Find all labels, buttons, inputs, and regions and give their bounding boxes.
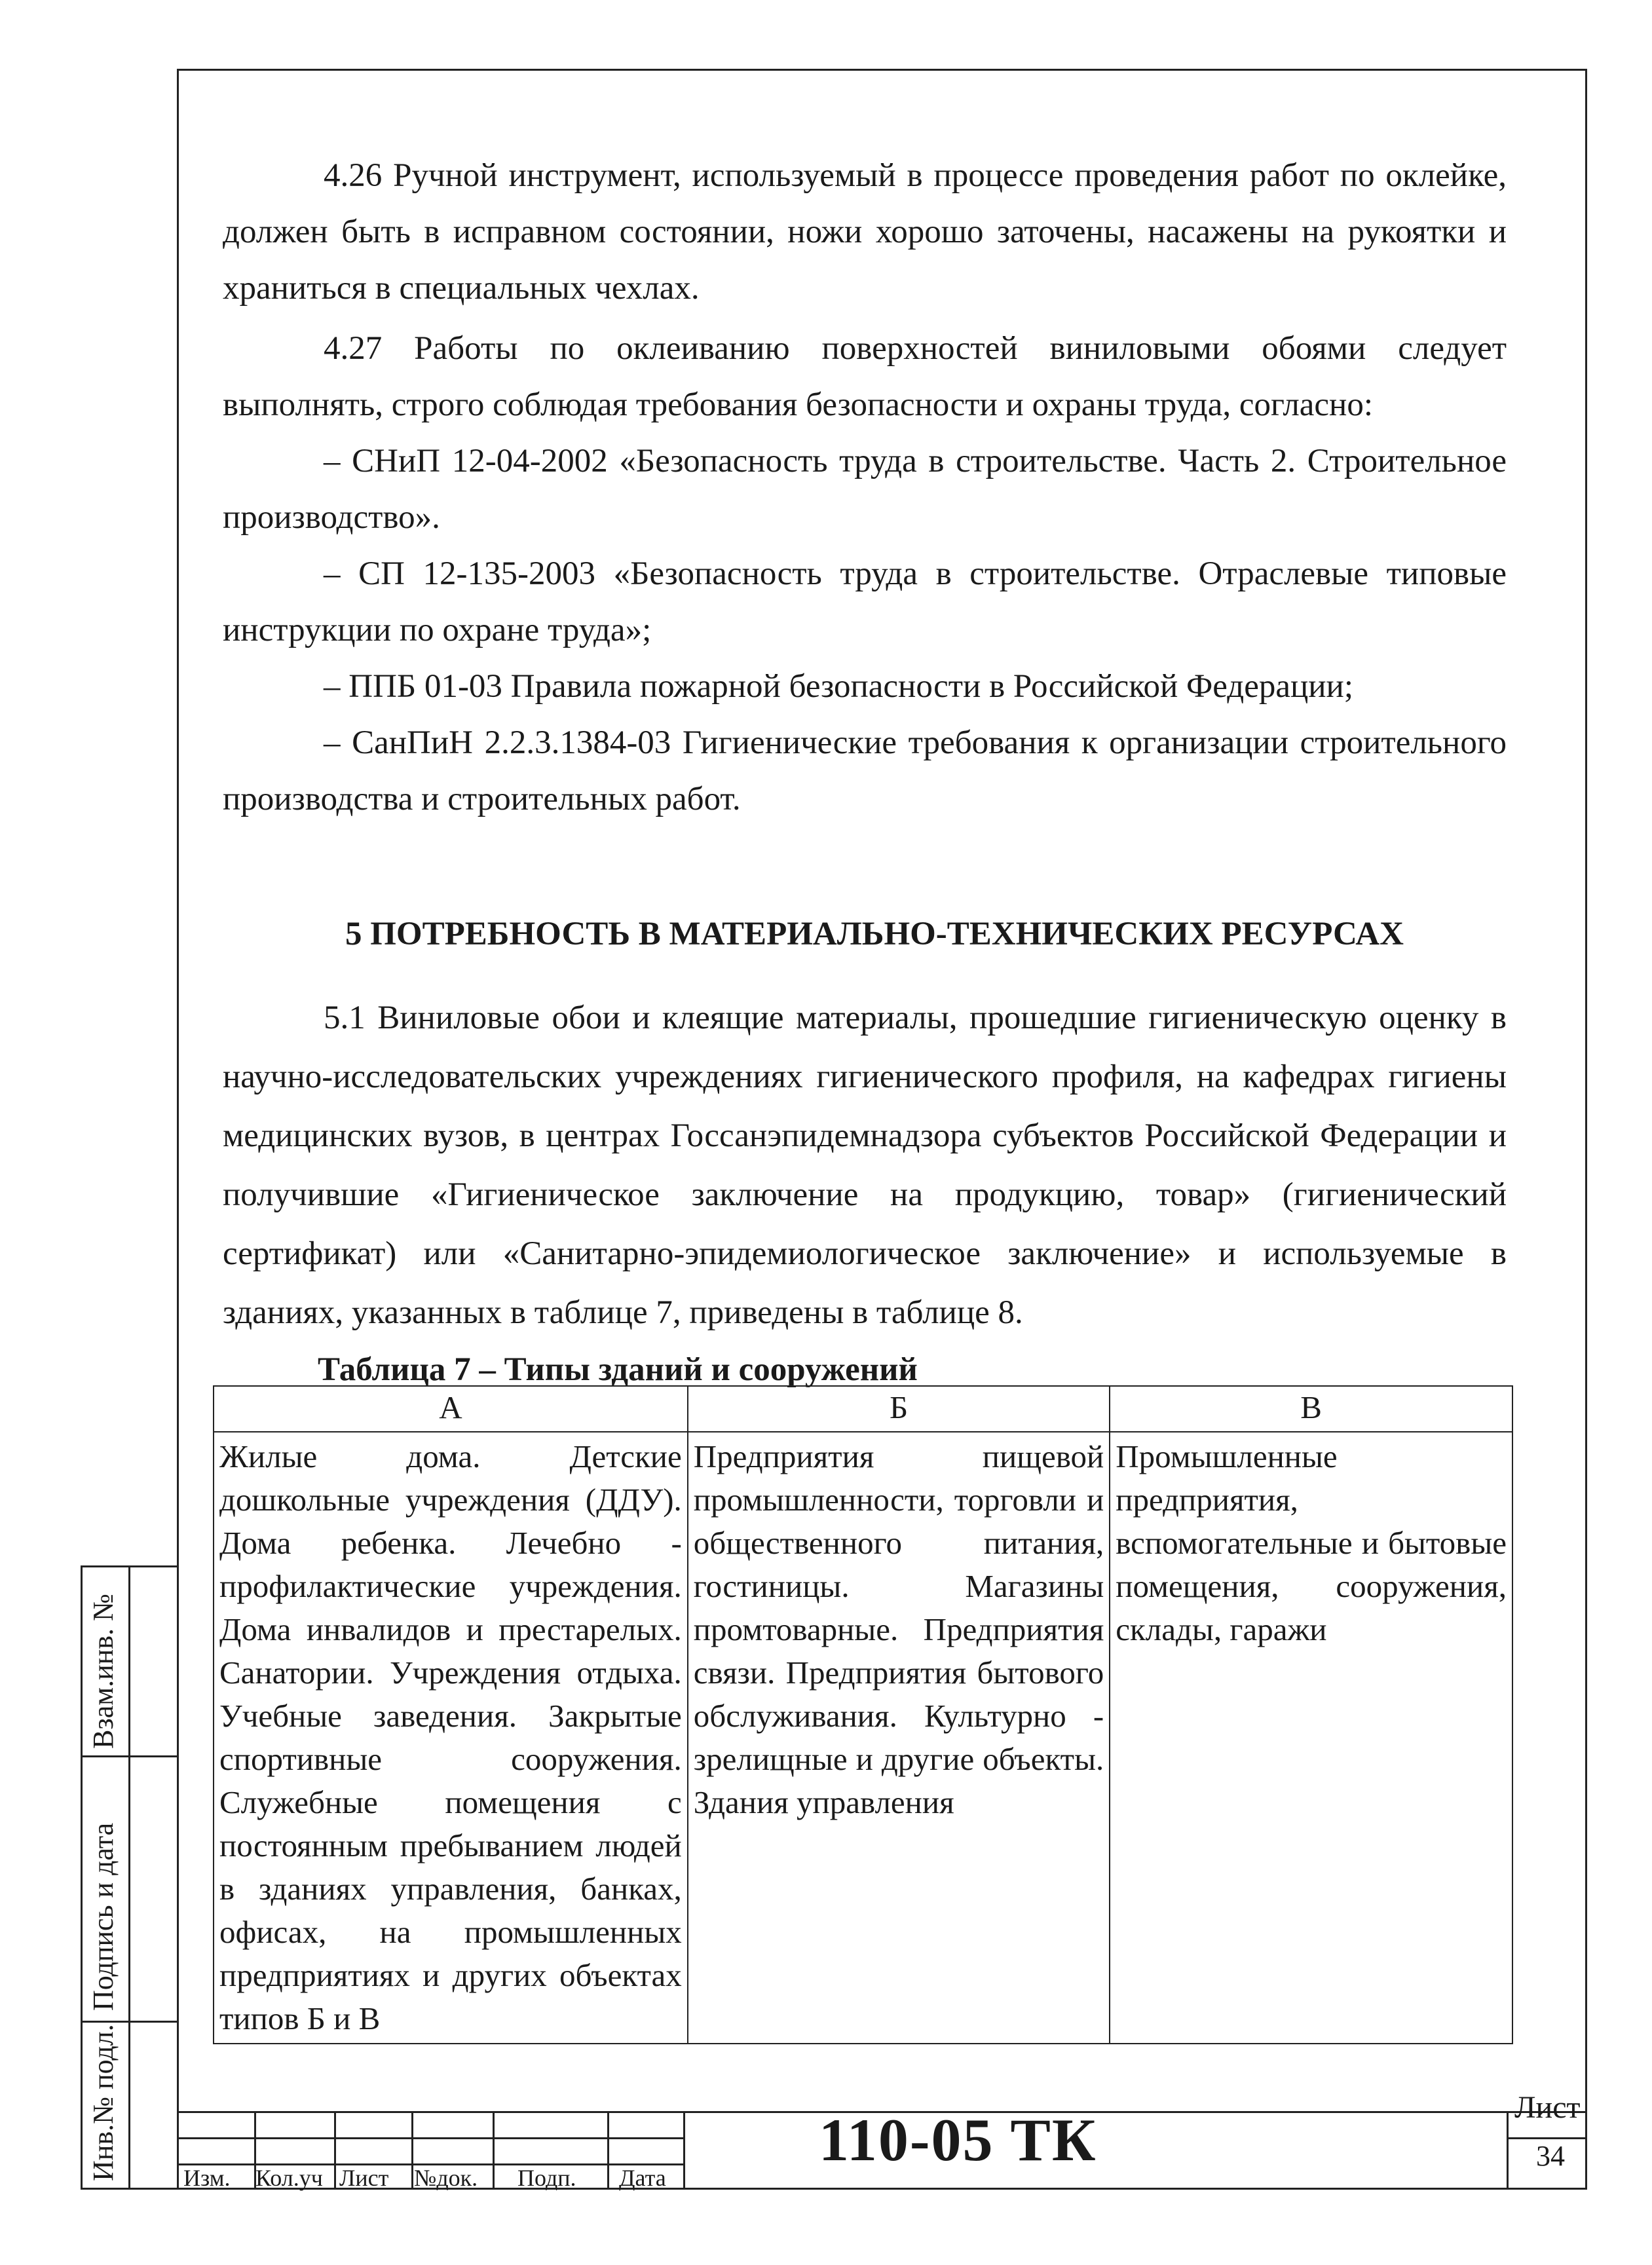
stamp-list: Лист [339, 2165, 389, 2191]
side-label-podpis: Подпись и дата [87, 1822, 119, 2011]
stamp-data: Дата [619, 2165, 666, 2191]
list-item: – СНиП 12-04-2002 «Безопасность труда в строительстве. Часть 2. Строительное производство». [223, 443, 1507, 536]
paragraph-4-27: 4.27 Работы по оклеиванию поверхностей виниловыми обоями следует выполнять, строго соблюдая требования безопасности и охраны труда, согласно: [223, 330, 1507, 423]
stamp-izm: Изм. [183, 2165, 231, 2191]
table-header-b: Б [688, 1386, 1110, 1432]
list-item: – ППБ 01-03 Правила пожарной безопасности в Российской Федерации; [324, 668, 1354, 705]
list-item: – СП 12-135-2003 «Безопасность труда в строительстве. Отраслевые типовые инструкции по охране труда»; [223, 555, 1507, 648]
side-label-vzam: Взам.инв. № [87, 1594, 119, 1749]
table-cell-b: Предприятия пищевой промышленности, торговли и общественного питания, гостиницы. Магазины промтоварные. Предприятия связи. Предприятия бытового обслуживания. Культурно - зрелищные и другие объекты. Здания управления [688, 1432, 1110, 2044]
document-code: 110-05 ТК [819, 2106, 1097, 2173]
paragraph-4-26: 4.26 Ручной инструмент, используемый в процессе проведения работ по оклейке, должен быть в исправном состоянии, ножи хорошо заточены, насажены на рукоятки и храниться в специальных чехлах. [223, 157, 1507, 307]
side-label-inv: Инв.№ подл. [87, 2024, 119, 2181]
table-header-a: А [214, 1386, 688, 1432]
building-types-table [213, 1385, 1513, 2044]
table-cell-v: Промышленные предприятия, вспомогательные и бытовые помещения, сооружения, склады, гаражи [1110, 1432, 1512, 2044]
sheet-label: Лист [1514, 2090, 1581, 2125]
table-caption: Таблица 7 – Типы зданий и сооружений [318, 1351, 918, 1388]
section-heading: 5 ПОТРЕБНОСТЬ В МАТЕРИАЛЬНО-ТЕХНИЧЕСКИХ РЕСУРСАХ [345, 916, 1404, 952]
stamp-podp: Подп. [517, 2165, 576, 2191]
document-body [223, 147, 1507, 1397]
list-item: – СанПиН 2.2.3.1384-03 Гигиенические требования к организации строительного производства и строительных работ. [223, 724, 1507, 817]
table-header-v: В [1110, 1386, 1512, 1432]
stamp-ndok: №док. [414, 2165, 478, 2191]
sheet-number: 34 [1536, 2140, 1565, 2172]
stamp-kolych: Кол.уч [255, 2165, 323, 2191]
paragraph-5-1: 5.1 Виниловые обои и клеящие материалы, прошедшие гигиеническую оценку в научно-исследовательских учреждениях гигиенического профиля, на кафедрах гигиены медицинских вузов, в центрах Госсанэпидемнадзора субъектов Российской Федерации и получившие «Гигиеническое заключение на продукцию, товар» (гигиенический сертификат) или «Санитарно-эпидемиологическое заключение» и используемые в зданиях, указанных в таблице 7, приведены в таблице 8. [223, 1000, 1507, 1331]
table-cell-a: Жилые дома. Детские дошкольные учреждения (ДДУ). Дома ребенка. Лечебно - профилактические учреждения. Дома инвалидов и престарелых. Санатории. Учреждения отдыха. Учебные заведения. Закрытые спортивные сооружения. Служебные помещения с постоянным пребыванием людей в зданиях управления, банках, офисах, на промышленных предприятиях и других объектах типов Б и В [214, 1432, 688, 2044]
